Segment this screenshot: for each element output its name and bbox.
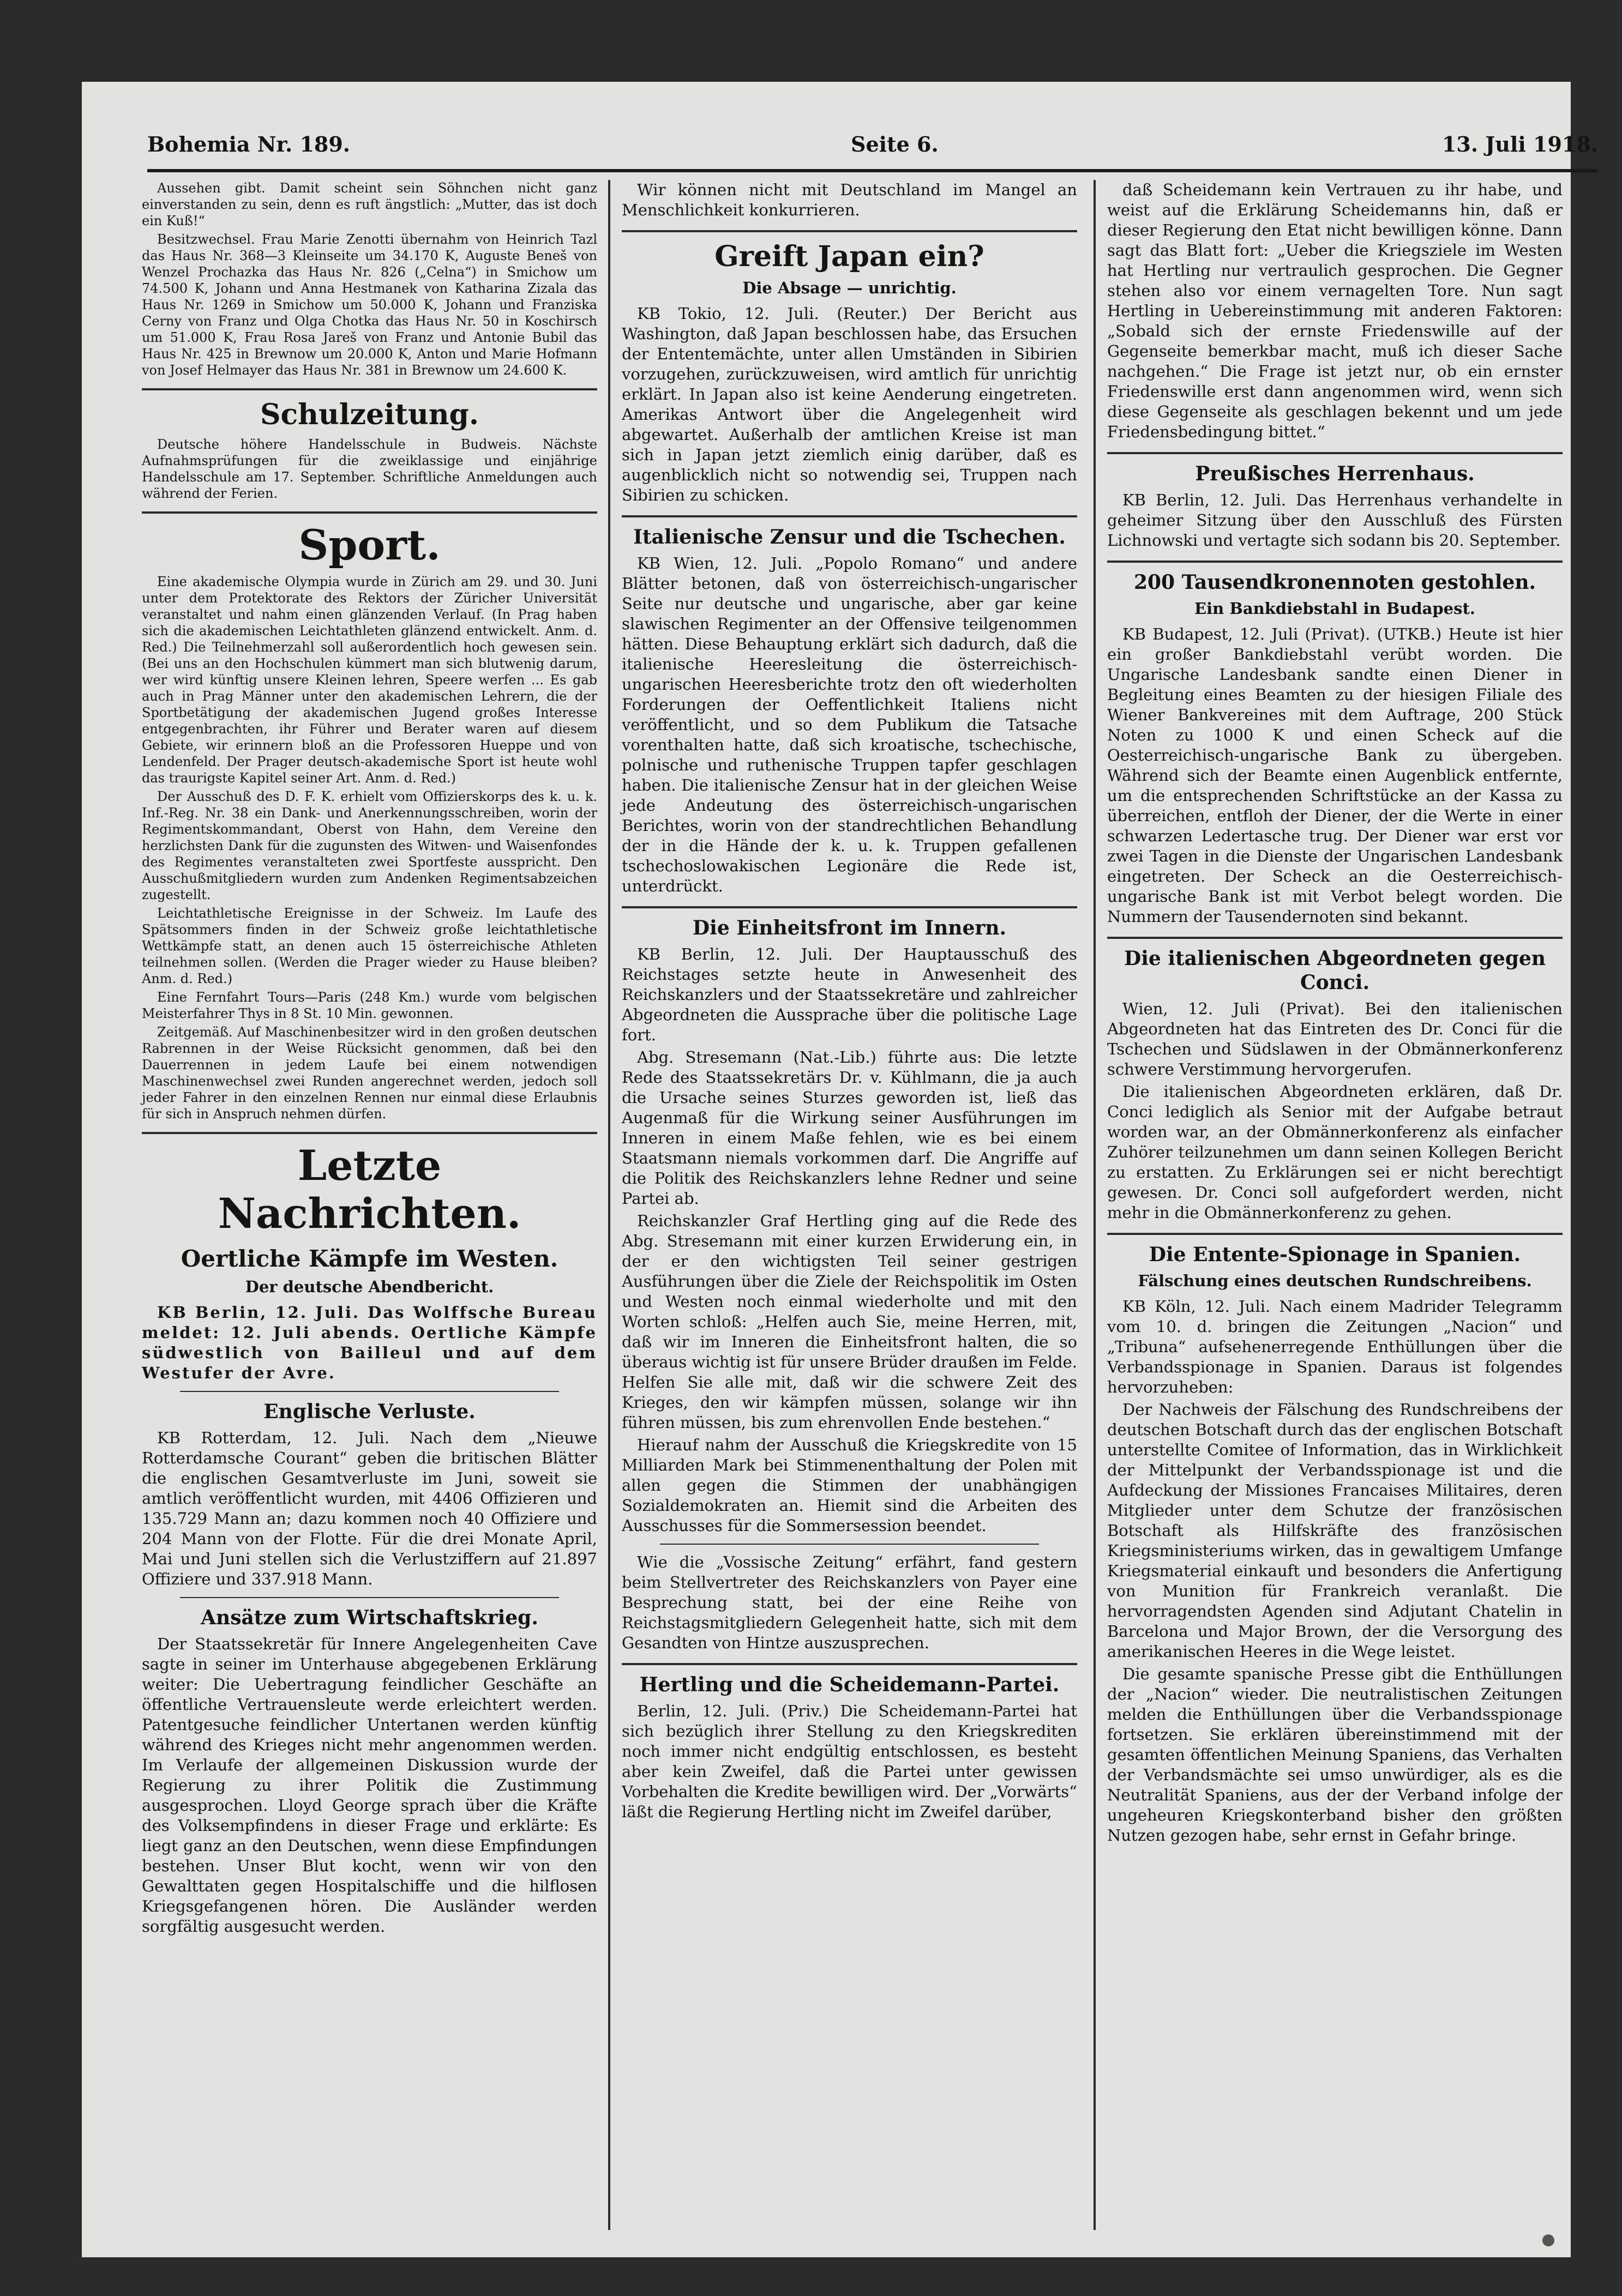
subheadline-bank-theft: Ein Bankdiebstahl in Budapest.	[1194, 599, 1475, 618]
article-hertling-scheidemann: Berlin, 12. Juli. (Priv.) Die Scheidemann-Partei hat sich bezüglich ihrer Stellung zu den Kriegskrediten noch immer nicht endgültig entschlossen, es besteht aber kein Zweifel, daß die Partei unter gewissen Vorbehalten die Kredite bewilligen wird. Der „Vorwärts“ läßt die Regierung Hertling nicht im Zweifel darüber,	[622, 1702, 1077, 1821]
article-prussian-upper-house: KB Berlin, 12. Juli. Das Herrenhaus verhandelte in geheimer Sitzung über den Ausschluß des Fürsten Lichnowski und vertagte sich sodann bis 20. September.	[1107, 491, 1563, 550]
headline-local-fights: Oertliche Kämpfe im Westen.	[181, 1245, 558, 1272]
column-1	[142, 180, 597, 2230]
headline-united-front: Die Einheitsfront im Innern.	[692, 917, 1007, 939]
article-continuation: daß Scheidemann kein Vertrauen zu ihr habe, und weist auf die Erklärung Scheidemanns hin, daß er dieser Regierung den Etat nicht bewilligen könne. Dann sagt das Blatt fort: „Ueber die Kriegsziele im Westen hat Hertling nur vertraulich gesprochen. Die Gegner stehen also vor einem vernagelten Tore. Nun sagt Hertling in Uebereinstimmung mit anderen Faktoren: „Sobald sich der ernste Friedenswille auf der Gegenseite bemerkbar macht, muß ich dieser Sache nachgehen.“ Die Frage ist jetzt nur, ob ein ernster Friedenswille erst dann angenommen wird, wenn sich diese Gegenseite als geschlagen bekennt und um jede Friedensbedingung bittet.“	[1107, 180, 1563, 441]
headline-stolen-banknotes: 200 Tausendkronennoten gestohlen.	[1133, 571, 1536, 594]
column-rule-2	[1094, 180, 1096, 2230]
headline-hertling-scheidemann: Hertling und die Scheidemann-Partei.	[639, 1673, 1060, 1696]
article-local-fights: KB Berlin, 12. Juli. Das Wolffsche Bureau meldet: 12. Juli abends. Oertliche Kämpfe südwestlich von Bailleul und auf dem Westufer der Avre.	[142, 1303, 597, 1382]
sport-item: Leichtathletische Ereignisse in der Schweiz. Im Laufe des Spätsommers finden in der Schweiz große leichtathletische Wettkämpfe statt, an denen auch 15 österreichische Athleten teilnehmen sollen. (Werden die Prager wieder zu Hause bleiben? Anm. d. Red.)	[142, 906, 597, 986]
column-3	[1107, 180, 1563, 2230]
headline-italian-censorship: Italienische Zensur und die Tschechen.	[633, 526, 1066, 549]
article-united-front-para: KB Berlin, 12. Juli. Der Hauptausschuß des Reichstages setzte heute in Anwesenheit des Reichskanzlers und der Staatssekretäre und zahlreicher Abgeordneten die Aussprache über die politische Lage fort.	[622, 945, 1077, 1044]
masthead	[147, 125, 1598, 172]
subheadline-japan: Die Absage — unrichtig.	[742, 279, 957, 297]
article-vossische: Wie die „Vossische Zeitung“ erfährt, fand gestern beim Stellvertreter des Reichskanzlers von Payer eine Besprechung statt, bei der eine Reihe von Reichstagsmitgliedern Gelegenheit hatte, sich mit dem Gesandten von Hintze auszusprechen.	[622, 1553, 1077, 1652]
section-divider	[1107, 937, 1563, 939]
article-italian-deputies-para: Die italienischen Abgeordneten erklären, daß Dr. Conci lediglich als Senior mit der Aufgabe betraut worden war, an der Obmännerkonferenz als einfacher Zuhörer teilzunehmen um dann seinen Kollegen Bericht zu erstatten. Zu Erklärungen sei er nicht berechtigt gewesen. Dr. Conci soll aufgefordert werden, nicht mehr in die Obmännerkonferenz zu gehen.	[1107, 1082, 1563, 1222]
article-divider	[180, 1391, 559, 1392]
sport-item: Der Ausschuß des D. F. K. erhielt vom Offizierskorps des k. u. k. Inf.-Reg. Nr. 38 ein Dank- und Anerkennungsschreiben, worin der Regimentskommandant, Oberst von Hahn, dem Vereine den herzlichsten Dank für die zugunsten des Witwen- und Waisenfondes des Regimentes veranstalteten zwei Sportfeste ausspricht. Den Ausschußmitgliedern wurden zum Andenken Regimentsabzeichen zugestellt.	[142, 789, 597, 902]
headline-italian-deputies: Die italienischen Abgeordneten gegen Conci.	[1124, 947, 1546, 994]
article-united-front-para: Reichskanzler Graf Hertling ging auf die Rede des Abg. Stresemann mit einer kurzen Erwiderung ein, in der er den wichtigsten Teil seiner gestrigen Ausführungen über die Ziele der Reichspolitik im Osten und Westen noch einmal wiederholte und mit den Worten schloß: „Helfen auch Sie, meine Herren, mit, daß wir im Inneren die Einheitsfront halten, die so überaus wichtig ist für unsere Brüder draußen im Felde. Helfen Sie alle mit, daß wir die schwere Zeit des Krieges, den wir kämpfen müssen, solange wir ihn führen müssen, bis zum ehrenvollen Ende bestehen.“	[622, 1212, 1077, 1432]
section-divider	[1107, 1233, 1563, 1235]
section-divider	[622, 515, 1077, 517]
sport-item: Eine Fernfahrt Tours—Paris (248 Km.) wurde vom belgischen Meisterfahrer Thys in 8 St. 10 Min. gewonnen.	[142, 990, 597, 1021]
newspaper-page	[82, 82, 1598, 2257]
article-continuation: Aussehen gibt. Damit scheint sein Söhnchen nicht ganz einverstanden zu sein, denn es ruft ängstlich: „Mutter, das ist doch ein Kuß!“	[142, 180, 597, 228]
article-continuation: Wir können nicht mit Deutschland im Mangel an Menschlichkeit konkurrieren.	[622, 180, 1077, 219]
headline-prussian-upper-house: Preußisches Herrenhaus.	[1195, 462, 1475, 485]
article-divider	[180, 1597, 559, 1598]
headline-entente-espionage: Die Entente-Spionage in Spanien.	[1149, 1243, 1521, 1266]
headline-japan: Greift Japan ein?	[714, 240, 984, 273]
section-heading-sport: Sport.	[298, 521, 441, 569]
article-espionage-para: Der Nachweis der Fälschung des Rundschreibens der deutschen Botschaft durch das der englischen Botschaft unterstellte Comitee of Information, das in Wirklichkeit der Mittelpunkt der Verbandsspionage ist und die Aufdeckung der Missiones Francaises Militaires, deren Mitglieder unter dem Schutze der französischen Botschaft als Hilfskräfte des französischen Kriegsministeriums wirken, das in gewaltigem Umfange Kriegsmaterial einkauft und besonders die Anfertigung von Munition für Frankreich veranlaßt. Die hervorragendsten Agenden sind Adjutant Chatelin in Barcelona und Major Brown, der die Versorgung des amerikanischen Heeres in die Wege leistet.	[1107, 1400, 1563, 1661]
section-divider	[622, 1663, 1077, 1665]
headline-economic-war: Ansätze zum Wirtschaftskrieg.	[201, 1606, 538, 1629]
masthead-page-number: Seite 6.	[851, 132, 939, 156]
article-english-losses: KB Rotterdam, 12. Juli. Nach dem „Nieuwe Rotterdamsche Courant“ geben die britischen Blätter die englischen Gesamtverluste im Juni, soweit sie amtlich veröffentlicht wurden, mit 4406 Offizieren und 135.729 Mann an; dazu kommen noch 40 Offiziere und 204 Mann von der Flotte. Für die drei Monate April, Mai und Juni stellen sich die Verlustziffern auf 21.897 Offiziere und 337.918 Mann.	[142, 1429, 597, 1588]
section-heading-latest-news: Letzte Nachrichten.	[218, 1141, 521, 1238]
masthead-date: 13. Juli 1918.	[1441, 132, 1598, 156]
section-divider	[622, 230, 1077, 232]
article-united-front-para: Hierauf nahm der Ausschuß die Kriegskredite von 15 Milliarden Mark bei Stimmenenthaltung der Polen mit allen gegen die Stimmen der unabhängigen Sozialdemokraten an. Hiemit sind die Arbeiten des Ausschusses für die Sommersession beendet.	[622, 1436, 1077, 1535]
sport-item: Zeitgemäß. Auf Maschinenbesitzer wird in den großen deutschen Rabrennen in der Weise Rücksicht genommen, daß bei den Dauerrennen in jedem Laufe bei einem notwendigen Maschinenwechsel zwei Runden angerechnet werden, jedoch soll jeder Fahrer in den einzelnen Rennen nur einmal diese Erlaubnis für sich in Anspruch nehmen dürfen.	[142, 1025, 597, 1122]
subheadline-forgery: Fälschung eines deutschen Rundschreibens.	[1138, 1271, 1532, 1290]
article-united-front-para: Abg. Stresemann (Nat.-Lib.) führte aus: Die letzte Rede des Staatssekretärs Dr. v. Kühlmann, die ja auch die Ursache seines Sturzes geworden ist, ließ das Augenmaß für die Wirkung seiner Ausführungen im Inneren in einem Maße fehlen, wie es bei einem Staatsmann niemals vorkommen darf. Die Angriffe auf die Politik des Reichskanzlers lehne Redner und seine Partei ab.	[622, 1048, 1077, 1208]
article-italian-censorship: KB Wien, 12. Juli. „Popolo Romano“ und andere Blätter betonen, daß von österreichisch-ungarischer Seite nur deutsche und ungarische, aber gar keine slawischen Regimenter an der Offensive teilgenommen hätten. Diese Behauptung erklärt sich dadurch, daß die italienische Heeresleitung die österreichisch-ungarischen Heeresberichte trotz den oft wiederholten Forderungen der Oeffentlichkeit Italiens nicht veröffentlicht, und so dem Publikum die Tatsache vorenthalten hatte, daß sich kroatische, tschechische, polnische und ruthenische Truppen tapfer geschlagen haben. Die italienische Zensur hat in der gleichen Weise jede Andeutung des österreichisch-ungarischen Berichtes, worin von der standrechtlichen Behandlung der in die Hände der k. u. k. Truppen gefallenen tschechoslowakischen Legionäre die Rede ist, unterdrückt.	[622, 554, 1077, 895]
article-japan: KB Tokio, 12. Juli. (Reuter.) Der Bericht aus Washington, daß Japan beschlossen habe, das Ersuchen der Ententemächte, unter allen Umständen in Sibirien vorzugehen, zurückzuweisen, wird amtlich für unrichtig erklärt. In Japan also ist keine Aenderung eingetreten. Amerikas Antwort über die Angelegenheit wird abgewartet. Außerhalb der amtlichen Kreise ist man sich in Japan jetzt ziemlich einig darüber, daß es augenblicklich nicht so notwendig sei, Truppen nach Sibirien zu schicken.	[622, 304, 1077, 504]
article-stolen-banknotes: KB Budapest, 12. Juli (Privat). (UTKB.) Heute ist hier ein großer Bankdiebstahl verübt worden. Die Ungarische Landesbank sandte einen Diener in Begleitung eines Beamten zu der hiesigen Filiale des Wiener Bankvereines mit dem Auftrage, 200 Stück Noten zu 1000 K und einen Scheck auf die Oesterreichisch-ungarische Bank zu übergeben. Während sich der Beamte einen Augenblick entfernte, um die entsprechenden Schriftstücke an der Kassa zu überreichen, entfloh der Diener, der die Werte in einer schwarzen Ledertasche trug. Der Diener war erst vor zwei Tagen in die Dienste der Ungarischen Landesbank eingetreten. Der Scheck an die Oesterreichisch-ungarische Bank ist mit Verbot belegt worden. Die Nummern der Tausendernoten sind bekannt.	[1107, 625, 1563, 926]
masthead-issue: Bohemia Nr. 189.	[147, 132, 351, 156]
scan-mark-icon	[1542, 2234, 1554, 2246]
section-divider	[142, 511, 597, 514]
headline-english-losses: Englische Verluste.	[263, 1400, 476, 1423]
section-divider	[142, 1132, 597, 1134]
subheadline-evening-report: Der deutsche Abendbericht.	[245, 1277, 494, 1296]
section-divider	[1107, 452, 1563, 454]
property-changes-notice: Besitzwechsel. Frau Marie Zenotti übernahm von Heinrich Tazl das Haus Nr. 368—3 Kleinseite um 34.170 K, Auguste Beneš von Wenzel Prochazka das Haus Nr. 826 („Celna“) in Smichow um 74.500 K, Johann und Anna Hestmanek von Katharina Zizala das Haus Nr. 1269 in Smichow um 50.000 K, Johann und Franziska Cerny von Franz und Olga Chotka das Haus Nr. 50 in Koschirsch um 51.000 K, Frau Rosa Jareš von Franz und Antonie Bubil das Haus Nr. 425 in Brewnow um 20.000 K, Anton und Marie Hofmann von Josef Helmayer das Haus Nr. 381 in Brewnow um 24.600 K.	[142, 232, 597, 378]
article-divider	[660, 1544, 1039, 1545]
section-divider	[142, 388, 597, 390]
section-heading-school: Schulzeitung.	[260, 398, 479, 431]
column-rule-1	[608, 180, 610, 2230]
section-divider	[622, 906, 1077, 908]
school-notice: Deutsche höhere Handelsschule in Budweis. Nächste Aufnahmsprüfungen für die zweiklassige und einjährige Handelsschule am 17. September. Schriftliche Anmeldungen auch während der Ferien.	[142, 437, 597, 501]
article-espionage-para: Die gesamte spanische Presse gibt die Enthüllungen der „Nacion“ wieder. Die neutralistischen Zeitungen melden die Enthüllungen über die Verbandsspionage fortsetzen. Sie erklären übereinstimmend mit der gesamten öffentlichen Meinung Spaniens, das Verhalten der Verbandsmächte sei umso unwürdiger, als es die Neutralität Spaniens, aus der der Verband infolge der ungeheuren Kriegskonterband bisher den größten Nutzen gezogen habe, sehr ernst in Gefahr bringe.	[1107, 1665, 1563, 1845]
article-italian-deputies-para: Wien, 12. Juli (Privat). Bei den italienischen Abgeordneten hat das Eintreten des Dr. Conci für die Tschechen und Südslawen in der Obmännerkonferenz schwere Verstimmung hervorgerufen.	[1107, 999, 1563, 1078]
article-economic-war: Der Staatssekretär für Innere Angelegenheiten Cave sagte in seiner im Unterhause abgegebenen Erklärung weiter: Die Uebertragung feindlicher Geschäfte an öffentliche Vertrauensleute werde erleichtert werden. Patentgesuche feindlicher Untertanen werden künftig während des Krieges nicht mehr angenommen werden. Im Verlaufe der allgemeinen Diskussion wurde der Regierung zu ihrer Politik die Zustimmung ausgesprochen. Lloyd George sprach über die Kräfte des Volksempfindens in dieser Frage und erklärte: Es liegt ganz an den Deutschen, wenn diese Empfindungen bestehen. Unser Blut kocht, wenn wir von den Gewalttaten gegen Hospitalschiffe und die hilflosen Kriegsgefangenen hören. Die Ausländer werden sorgfältig ausgesucht werden.	[142, 1635, 597, 1936]
article-espionage-para: KB Köln, 12. Juli. Nach einem Madrider Telegramm vom 10. d. bringen die Zeitungen „Nacion“ und „Tribuna“ aufsehenerregende Enthüllungen über die Verbandsspionage in Spanien. Daraus ist folgendes hervorzuheben:	[1107, 1297, 1563, 1396]
section-divider	[1107, 561, 1563, 563]
column-2	[622, 180, 1077, 2230]
sport-item: Eine akademische Olympia wurde in Zürich am 29. und 30. Juni unter dem Protektorate des Rektors der Züricher Universität veranstaltet und nahm einen glänzenden Verlauf. (In Prag haben sich die akademischen Leichtathleten glänzend entwickelt. Anm. d. Red.) Die Teilnehmerzahl soll außerordentlich hoch gewesen sein. (Bei uns an den Hochschulen kümmert man sich blutwenig darum, wer wird künftig unsere Kleinen lehren, Speere werfen ... Es gab auch in Prag Männer unter den akademischen Lehrern, die der Sportbetätigung der akademischen Jugend großes Interesse entgegenbrachten, ihr Führer und Berater waren auf diesem Gebiete, wir erinnern bloß an die Professoren Hueppe und von Lendenfeld. Der Prager deutsch-akademische Sport ist heute wohl das traurigste Kapitel seiner Art. Anm. d. Red.)	[142, 574, 597, 786]
